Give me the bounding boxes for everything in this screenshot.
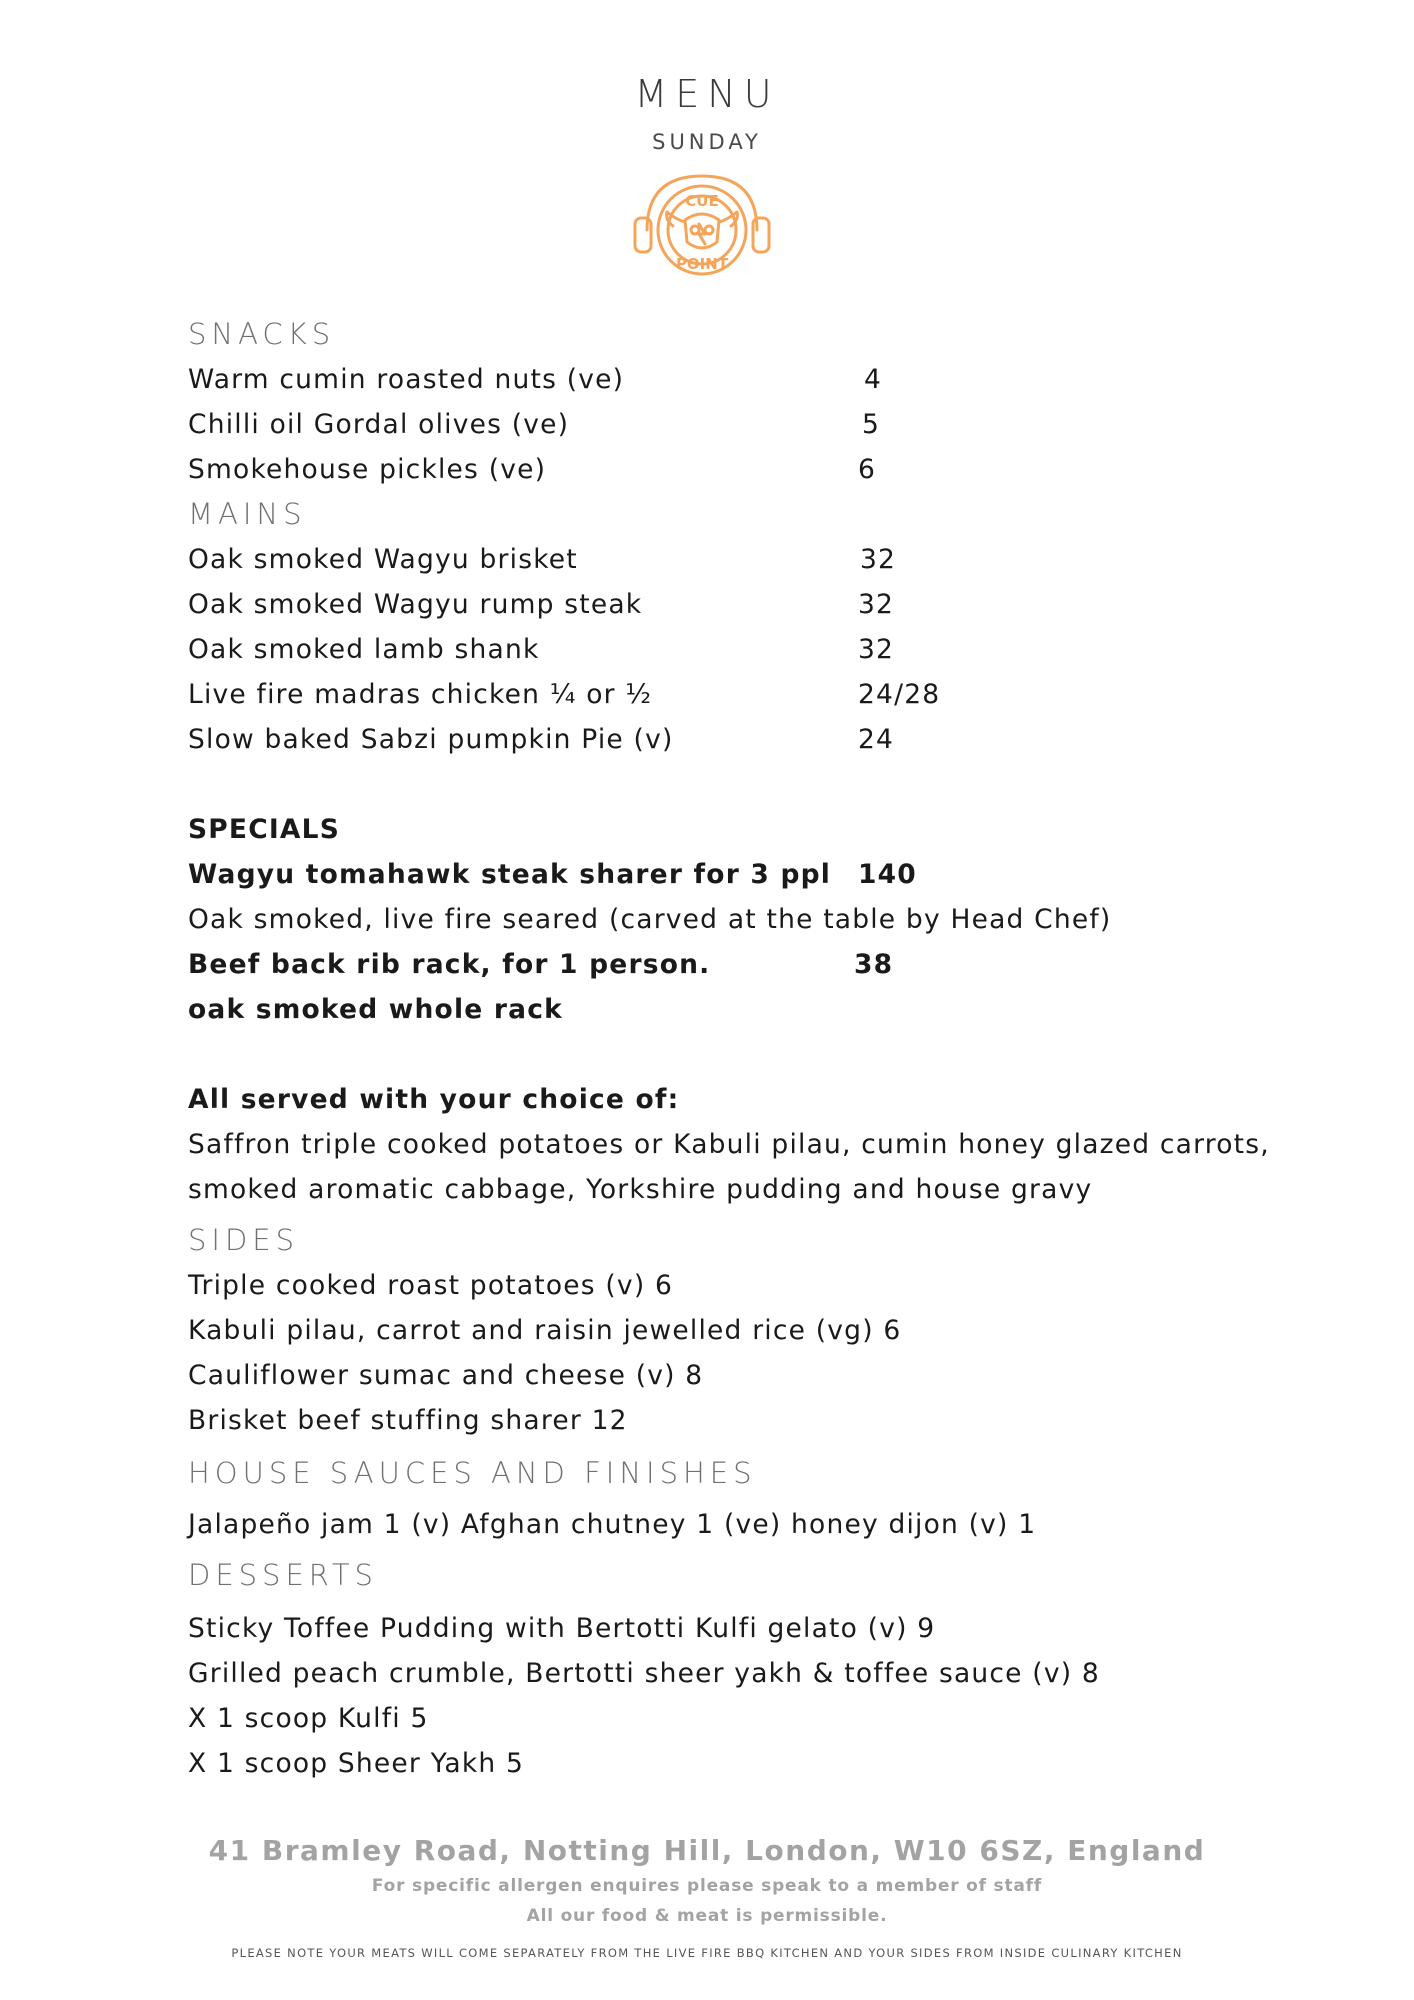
sauces-heading: HOUSE SAUCES AND FINISHES (188, 1456, 757, 1490)
item-price: 5 (862, 409, 881, 440)
item-name: Oak smoked lamb shank (188, 634, 540, 665)
menu-item (188, 582, 1348, 627)
mains-heading: MAINS (188, 497, 307, 531)
item-name: Chilli oil Gordal olives (ve) (188, 409, 570, 440)
item-price: 6 (858, 454, 877, 485)
item-name: Oak smoked Wagyu brisket (188, 544, 578, 575)
footer-permissible-note: All our food & meat is permissible. (526, 1906, 888, 1926)
specials-heading: SPECIALS (188, 814, 340, 845)
item-price: 24 (858, 724, 895, 755)
special-item (188, 942, 1348, 987)
sides-heading: SIDES (188, 1223, 300, 1257)
menu-item (188, 537, 1348, 582)
page-subtitle: SUNDAY (652, 130, 762, 154)
menu-item (188, 717, 1348, 762)
footer-kitchen-note: PLEASE NOTE YOUR MEATS WILL COME SEPARATELY FROM THE LIVE FIRE BBQ KITCHEN AND YOUR SIDES FROM INSIDE CULINARY KITCHEN (231, 1946, 1183, 1960)
special-description: oak smoked whole rack (188, 994, 563, 1025)
item-name: Live fire madras chicken ¼ or ½ (188, 679, 653, 710)
menu-content (188, 312, 1348, 1786)
logo-bottom-text: POINT (675, 255, 729, 273)
item-name: Beef back rib rack, for 1 person. (188, 949, 711, 980)
served-line: smoked aromatic cabbage, Yorkshire pudding and house gravy (188, 1174, 1093, 1205)
item-price: 24/28 (858, 679, 941, 710)
sauces-line: Jalapeño jam 1 (v) Afghan chutney 1 (ve) honey dijon (v) 1 (188, 1509, 1037, 1540)
dessert-item: X 1 scoop Sheer Yakh 5 (188, 1748, 525, 1779)
menu-item (188, 447, 1348, 492)
side-item: Brisket beef stuffing sharer 12 (188, 1405, 628, 1436)
spacer (188, 762, 1348, 807)
cue-point-logo-icon (627, 168, 777, 298)
page-title: MENU (634, 72, 780, 116)
spacer (188, 1032, 1348, 1077)
side-item: Kabuli pilau, carrot and raisin jewelled rice (vg) 6 (188, 1315, 902, 1346)
item-name: Slow baked Sabzi pumpkin Pie (v) (188, 724, 674, 755)
menu-item (188, 402, 1348, 447)
item-price: 140 (858, 859, 917, 890)
item-price: 32 (858, 589, 895, 620)
logo-top-text: CUE (685, 192, 719, 210)
footer-address: 41 Bramley Road, Notting Hill, London, W10 6SZ, England (208, 1834, 1206, 1867)
dessert-item: Sticky Toffee Pudding with Bertotti Kulfi gelato (v) 9 (188, 1613, 936, 1644)
served-line: Saffron triple cooked potatoes or Kabuli pilau, cumin honey glazed carrots, (188, 1129, 1270, 1160)
item-name: Wagyu tomahawk steak sharer for 3 ppl (188, 859, 832, 890)
item-name: Warm cumin roasted nuts (ve) (188, 364, 625, 395)
item-price: 4 (864, 364, 883, 395)
desserts-heading: DESSERTS (188, 1558, 378, 1592)
special-description: Oak smoked, live fire seared (carved at the table by Head Chef) (188, 904, 1112, 935)
item-price: 32 (860, 544, 897, 575)
side-item: Triple cooked roast potatoes (v) 6 (188, 1270, 674, 1301)
dessert-item: X 1 scoop Kulfi 5 (188, 1703, 429, 1734)
item-price: 38 (854, 949, 894, 980)
served-heading: All served with your choice of: (188, 1084, 680, 1115)
footer-allergen-note: For specific allergen enquires please speak to a member of staff (371, 1876, 1043, 1896)
menu-item (188, 627, 1348, 672)
menu-item (188, 357, 1348, 402)
item-name: Smokehouse pickles (ve) (188, 454, 547, 485)
special-item (188, 852, 1348, 897)
item-name: Oak smoked Wagyu rump steak (188, 589, 643, 620)
dessert-item: Grilled peach crumble, Bertotti sheer yakh & toffee sauce (v) 8 (188, 1658, 1100, 1689)
item-price: 32 (858, 634, 895, 665)
menu-item (188, 672, 1348, 717)
side-item: Cauliflower sumac and cheese (v) 8 (188, 1360, 704, 1391)
snacks-heading: SNACKS (188, 317, 336, 351)
